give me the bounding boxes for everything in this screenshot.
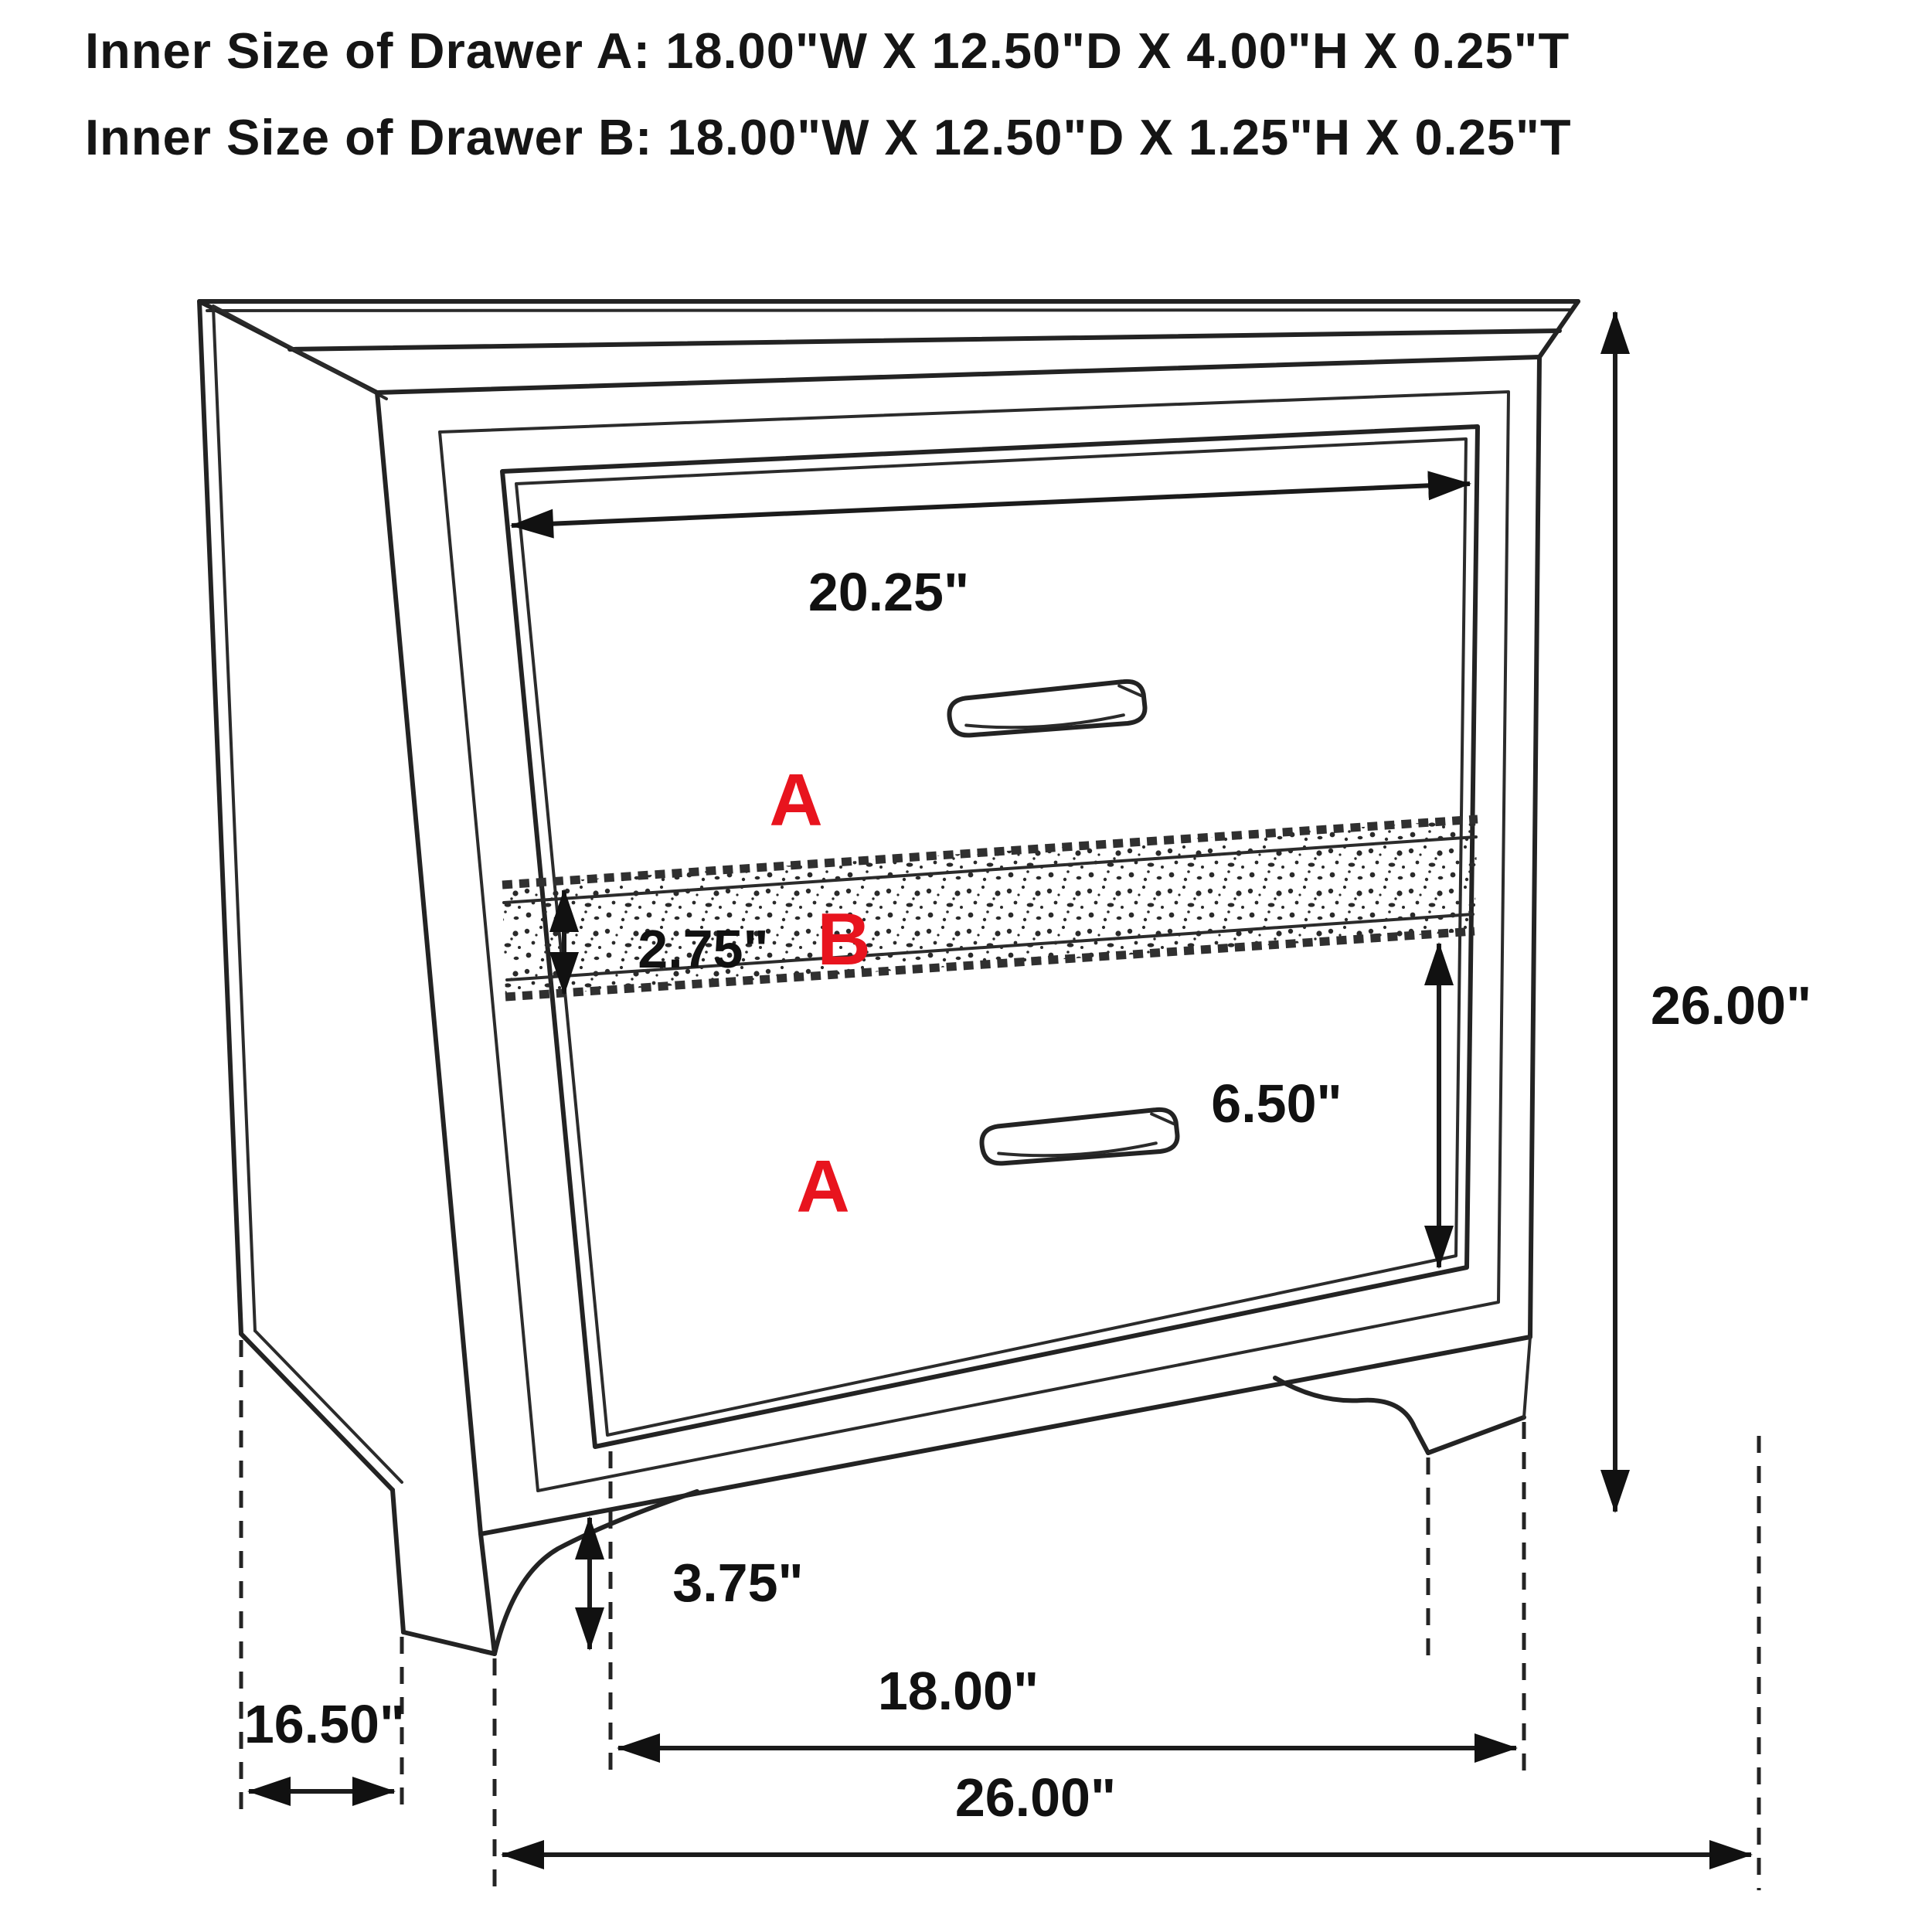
dim-leg-height-label: 3.75" <box>672 1553 804 1613</box>
dim-drawer-opening-width-label: 20.25" <box>808 562 970 622</box>
bottom-drawer-handle <box>981 1109 1179 1165</box>
front-right-leg <box>1275 1337 1530 1453</box>
dim-drawer-opening-width <box>512 484 1470 622</box>
top-drawer-letter: A <box>769 759 823 842</box>
dim-overall-width <box>502 1767 1751 1855</box>
bottom-drawer-letter: A <box>796 1145 850 1228</box>
middle-band-letter: B <box>817 898 871 981</box>
cabinet-top-surface <box>199 301 1578 399</box>
dim-overall-height-label: 26.00" <box>1650 975 1812 1036</box>
cabinet-left-side-panel <box>199 301 495 1654</box>
dim-leg-height <box>590 1518 804 1649</box>
top-drawer-handle <box>948 681 1146 736</box>
dim-side-depth-label: 16.50" <box>243 1694 406 1754</box>
header-line-2: Inner Size of Drawer B: 18.00"W X 12.50"D X 1.25"H X 0.25"T <box>85 109 1572 165</box>
dim-drawer-inner-width <box>618 1661 1516 1748</box>
dim-overall-height <box>1615 312 1811 1512</box>
header-line-1: Inner Size of Drawer A: 18.00"W X 12.50"D X 4.00"H X 0.25"T <box>85 22 1570 79</box>
dim-overall-width-label: 26.00" <box>954 1767 1117 1828</box>
dim-bottom-drawer-height-label: 6.50" <box>1211 1073 1342 1134</box>
dim-drawer-inner-width-label: 18.00" <box>877 1661 1039 1721</box>
dim-bottom-drawer-height <box>1211 944 1439 1267</box>
dim-middle-band-height-label: 2.75" <box>638 919 769 979</box>
dim-side-depth <box>244 1694 405 1791</box>
